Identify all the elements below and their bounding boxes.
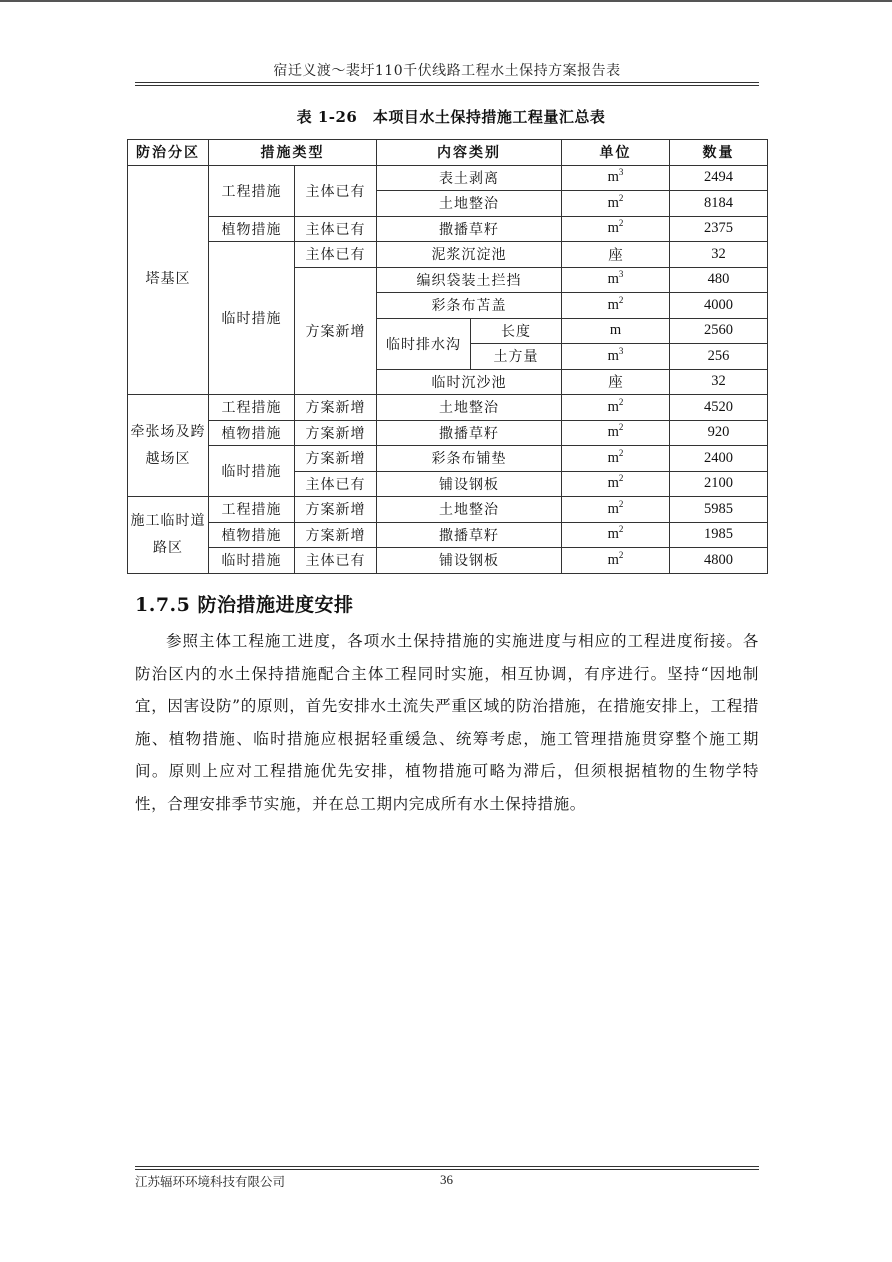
content-cell: 土地整治 (377, 395, 562, 421)
measure-type-cell: 植物措施 (209, 522, 295, 548)
qty-cell: 5985 (670, 497, 768, 523)
zone-cell: 施工临时道路区 (128, 497, 209, 574)
col-header-qty: 数量 (670, 140, 768, 166)
ditch-label-cell: 临时排水沟 (377, 318, 471, 369)
content-cell: 铺设钢板 (377, 548, 562, 574)
unit-cell: $m^2$ (562, 446, 670, 472)
header-rule (135, 85, 759, 86)
col-header-unit: 单位 (562, 140, 670, 166)
unit-cell: $m^3$ (562, 267, 670, 293)
table-row (128, 420, 768, 446)
table-caption: 表 1-26 本项目水土保持措施工程量汇总表 (296, 108, 606, 126)
source-cell: 方案新增 (295, 267, 377, 395)
table-row (128, 242, 768, 268)
content-cell: 土地整治 (377, 497, 562, 523)
measure-type-cell: 临时措施 (209, 242, 295, 395)
content-cell: 铺设钢板 (377, 471, 562, 497)
table-row (128, 522, 768, 548)
table-row (128, 395, 768, 421)
qty-cell: 256 (670, 344, 768, 370)
qty-cell: 32 (670, 242, 768, 268)
section-heading: 1.7.5 防治措施进度安排 (135, 594, 354, 616)
content-cell: 彩条布铺垫 (377, 446, 562, 472)
source-cell: 方案新增 (295, 446, 377, 472)
page-header: 宿迁义渡～裴圩110千伏线路工程水土保持方案报告表 (273, 63, 621, 79)
measure-type-cell: 临时措施 (209, 548, 295, 574)
qty-cell: 2375 (670, 216, 768, 242)
measure-type-cell: 植物措施 (209, 216, 295, 242)
measure-type-cell: 植物措施 (209, 420, 295, 446)
unit-cell: $m^2$ (562, 522, 670, 548)
unit-cell: 座 (562, 369, 670, 395)
content-cell: 编织袋装土拦挡 (377, 267, 562, 293)
unit-cell: $m^2$ (562, 395, 670, 421)
source-cell: 方案新增 (295, 497, 377, 523)
content-cell: 表土剥离 (377, 165, 562, 191)
unit-cell: $m^2$ (562, 471, 670, 497)
content-cell: 临时沉沙池 (377, 369, 562, 395)
qty-cell: 2100 (670, 471, 768, 497)
table-row (128, 446, 768, 472)
unit-cell: $m^2$ (562, 216, 670, 242)
unit-cell: $m^2$ (562, 497, 670, 523)
content-cell: 泥浆沉淀池 (377, 242, 562, 268)
unit-cell: m (562, 318, 670, 344)
qty-cell: 480 (670, 267, 768, 293)
source-cell: 主体已有 (295, 242, 377, 268)
footer-company: 江苏辐环环境科技有限公司 (135, 1174, 286, 1189)
top-border (0, 0, 892, 2)
source-cell: 方案新增 (295, 522, 377, 548)
source-cell: 主体已有 (295, 216, 377, 242)
table-header-row (128, 140, 768, 166)
qty-cell: 4800 (670, 548, 768, 574)
col-header-content: 内容类别 (377, 140, 562, 166)
qty-cell: 32 (670, 369, 768, 395)
measure-type-cell: 工程措施 (209, 165, 295, 216)
content-cell: 撒播草籽 (377, 522, 562, 548)
measure-type-cell: 临时措施 (209, 446, 295, 497)
content-cell: 土地整治 (377, 191, 562, 217)
page-number: 36 (440, 1172, 453, 1187)
qty-cell: 2400 (670, 446, 768, 472)
table-row (128, 548, 768, 574)
source-cell: 主体已有 (295, 548, 377, 574)
source-cell: 主体已有 (295, 165, 377, 216)
content-cell: 撒播草籽 (377, 216, 562, 242)
measures-table (127, 139, 768, 574)
unit-cell: 座 (562, 242, 670, 268)
header-rule (135, 82, 759, 83)
measure-type-cell: 工程措施 (209, 395, 295, 421)
table-row (128, 497, 768, 523)
unit-cell: $m^2$ (562, 191, 670, 217)
footer-rule (135, 1166, 759, 1167)
qty-cell: 2494 (670, 165, 768, 191)
source-cell: 方案新增 (295, 420, 377, 446)
unit-cell: $m^2$ (562, 420, 670, 446)
footer-rule (135, 1169, 759, 1170)
qty-cell: 2560 (670, 318, 768, 344)
source-cell: 主体已有 (295, 471, 377, 497)
content-cell: 土方量 (471, 344, 562, 370)
zone-cell: 牵张场及跨越场区 (128, 395, 209, 497)
qty-cell: 1985 (670, 522, 768, 548)
qty-cell: 4520 (670, 395, 768, 421)
col-header-zone: 防治分区 (128, 140, 209, 166)
table-row (128, 216, 768, 242)
source-cell: 方案新增 (295, 395, 377, 421)
zone-cell: 塔基区 (128, 165, 209, 395)
section-paragraph: 参照主体工程施工进度，各项水土保持措施的实施进度与相应的工程进度衔接。各防治区内的水土保持措施配合主体工程同时实施，相互协调，有序进行。坚持“因地制宜，因害设防”的原则，首先安排水土流失严重区域的防治措施，在措施安排上，工程措施、植物措施、临时措施应根据轻重缓急、统筹考虑，施工管理措施贯穿整个施工期间。原则上应对工程措施优先安排，植物措施可略为滞后，但须根据植物的生物学特性，合理安排季节实施，并在总工期内完成所有水土保持措施。 (135, 632, 759, 813)
unit-cell: $m^3$ (562, 344, 670, 370)
content-cell: 长度 (471, 318, 562, 344)
content-cell: 撒播草籽 (377, 420, 562, 446)
unit-cell: $m^2$ (562, 293, 670, 319)
qty-cell: 920 (670, 420, 768, 446)
unit-cell: $m^3$ (562, 165, 670, 191)
qty-cell: 8184 (670, 191, 768, 217)
qty-cell: 4000 (670, 293, 768, 319)
col-header-type: 措施类型 (209, 140, 377, 166)
content-cell: 彩条布苫盖 (377, 293, 562, 319)
measure-type-cell: 工程措施 (209, 497, 295, 523)
table-row (128, 165, 768, 191)
unit-cell: $m^2$ (562, 548, 670, 574)
